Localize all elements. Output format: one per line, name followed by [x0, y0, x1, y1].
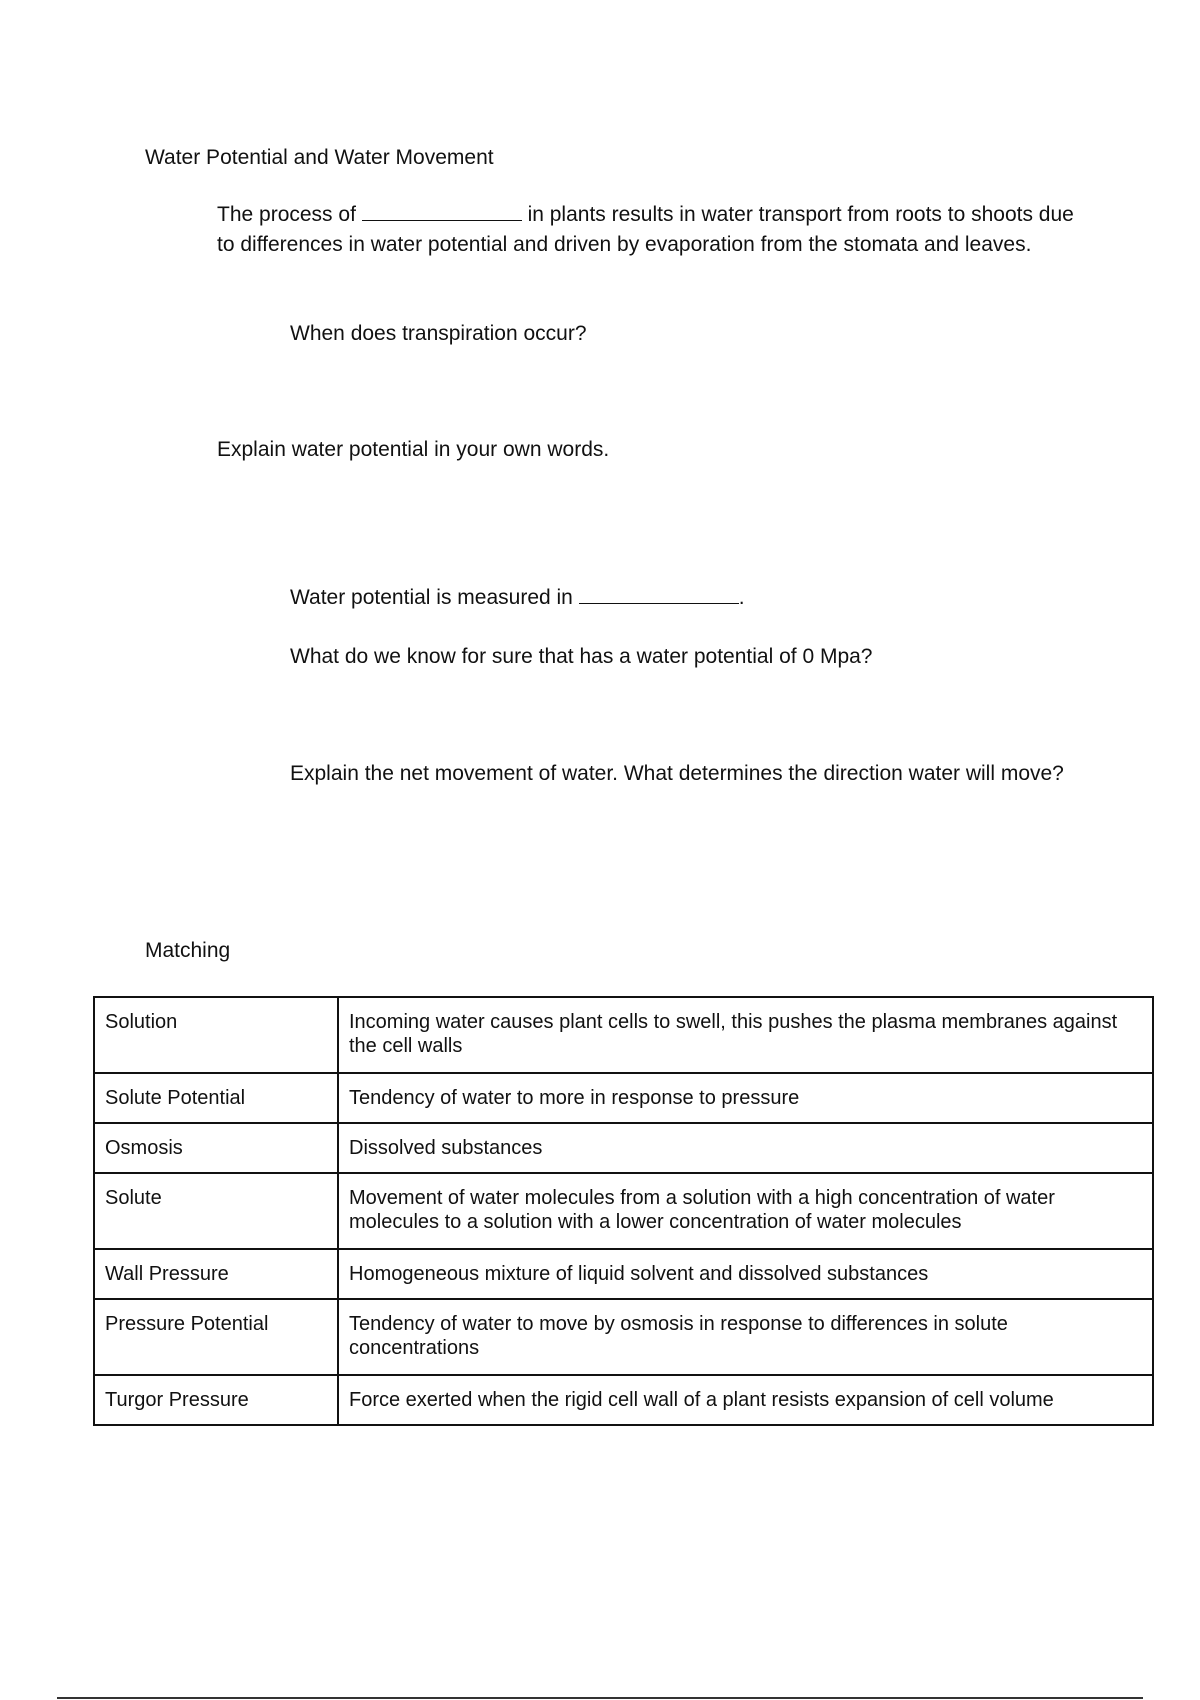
matching-heading: Matching — [145, 939, 231, 962]
definition-cell: Tendency of water to move by osmosis in response to differences in solute concentrations — [338, 1299, 1153, 1375]
definition-cell: Dissolved substances — [338, 1123, 1153, 1173]
table-row — [94, 1249, 1153, 1299]
table-row — [94, 997, 1153, 1073]
table-row — [94, 1173, 1153, 1249]
term-cell: Solute Potential — [94, 1073, 338, 1123]
question-zero-mpa: What do we know for sure that has a water potential of 0 Mpa? — [290, 645, 873, 668]
term-cell: Solution — [94, 997, 338, 1073]
intro-text-after: in plants results in water transport from roots to shoots due to differences in water potential and driven by evaporation from the stomata and leaves. — [217, 203, 1074, 256]
question-explain-potential: Explain water potential in your own words. — [217, 438, 610, 461]
definition-cell: Movement of water molecules from a solution with a high concentration of water molecules to a solution with a lower concentration of water molecules — [338, 1173, 1153, 1249]
term-cell: Pressure Potential — [94, 1299, 338, 1375]
question-transpiration: When does transpiration occur? — [290, 322, 587, 345]
table-row — [94, 1123, 1153, 1173]
measured-text-after: . — [738, 586, 745, 609]
fill-in-blank[interactable] — [579, 583, 739, 604]
fill-in-blank[interactable] — [362, 200, 522, 221]
table-row — [94, 1073, 1153, 1123]
table-row — [94, 1375, 1153, 1425]
term-cell: Turgor Pressure — [94, 1375, 338, 1425]
definition-cell: Homogeneous mixture of liquid solvent and dissolved substances — [338, 1249, 1153, 1299]
term-cell: Solute — [94, 1173, 338, 1249]
definition-cell: Tendency of water to more in response to pressure — [338, 1073, 1153, 1123]
page-bottom-divider — [57, 1697, 1143, 1699]
term-cell: Osmosis — [94, 1123, 338, 1173]
intro-paragraph — [217, 200, 1097, 260]
question-measured-in — [290, 583, 745, 613]
table-row — [94, 1299, 1153, 1375]
term-cell: Wall Pressure — [94, 1249, 338, 1299]
definition-cell: Incoming water causes plant cells to swell, this pushes the plasma membranes against the cell walls — [338, 997, 1153, 1073]
definition-cell: Force exerted when the rigid cell wall of a plant resists expansion of cell volume — [338, 1375, 1153, 1425]
matching-table — [93, 996, 1154, 1426]
measured-text-before: Water potential is measured in — [290, 586, 579, 609]
question-net-movement: Explain the net movement of water. What determines the direction water will move? — [290, 762, 1064, 785]
intro-text-before: The process of — [217, 203, 362, 226]
page-title: Water Potential and Water Movement — [145, 146, 494, 169]
